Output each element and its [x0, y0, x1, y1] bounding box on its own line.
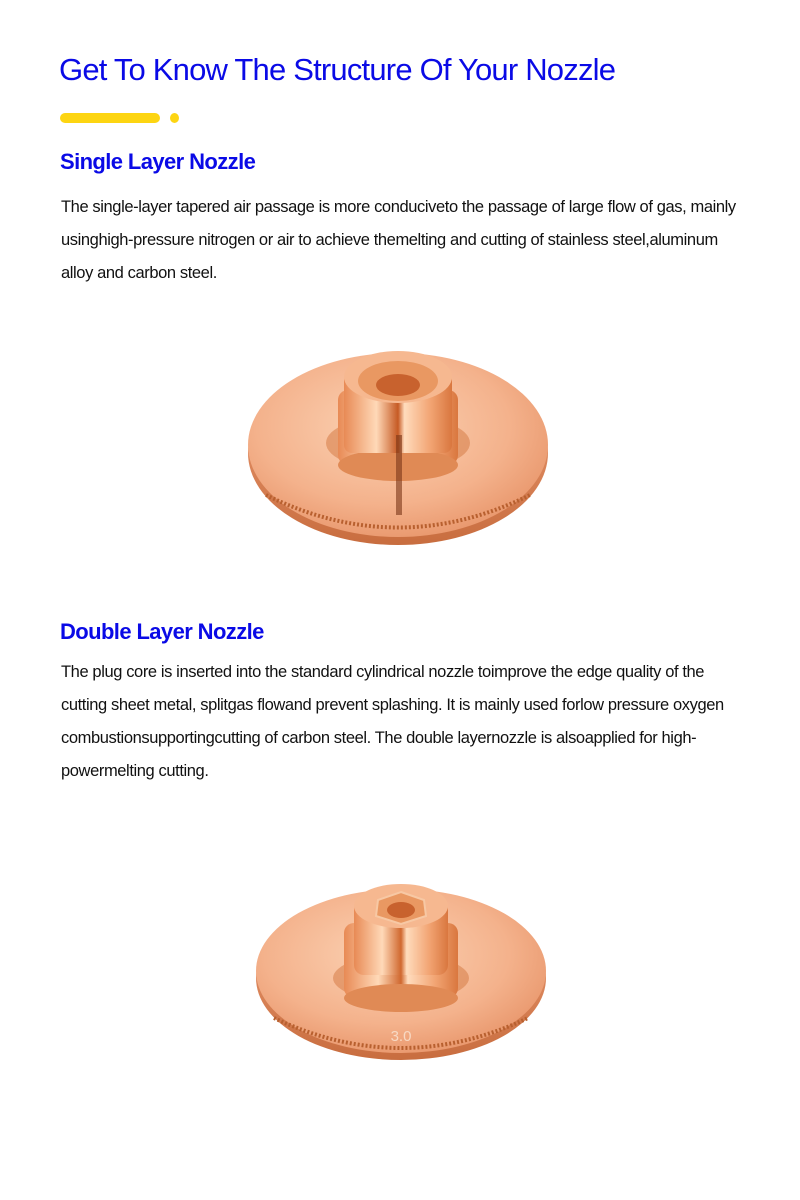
section-heading: Double Layer Nozzle: [60, 619, 264, 644]
title-underline-bar: [60, 113, 160, 123]
single-layer-nozzle-image: [246, 345, 550, 555]
section-heading: Single Layer Nozzle: [60, 149, 256, 174]
nozzle-size-engraving: 3.0: [390, 1028, 412, 1045]
title-underline-dot: [170, 113, 179, 123]
page-title: Get To Know The Structure Of Your Nozzle: [59, 52, 616, 87]
section-body: The plug core is inserted into the standard cylindrical nozzle toimprove the edge quality of the cutting sheet metal, splitgas flowand prevent splashing. It is mainly used forlow pressure oxygen combustionsupportingcutting of carbon steel. The double layernozzle is alsoapplied for high-powermelting cutting.: [61, 663, 724, 780]
section-body: The single-layer tapered air passage is more conduciveto the passage of large flow of gas, mainly usinghigh-pressure nitrogen or air to achieve themelting and cutting of stainless steel,aluminum alloy and carbon steel.: [61, 198, 736, 282]
double-layer-nozzle-image: [254, 878, 548, 1064]
